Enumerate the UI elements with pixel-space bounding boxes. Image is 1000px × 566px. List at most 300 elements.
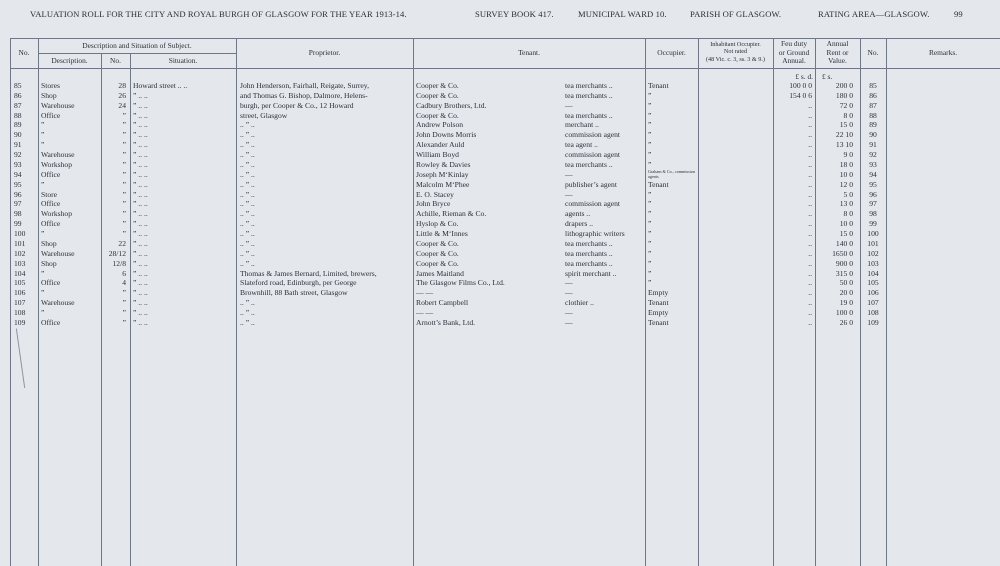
row-prop: .. ” .. — [240, 159, 255, 169]
row-rent: 13 10 — [835, 140, 853, 150]
row-rent: 72 0 — [839, 100, 853, 110]
row-no2: 90 — [869, 130, 877, 140]
row-prop: .. ” .. — [240, 189, 255, 199]
table-row — [0, 219, 1000, 229]
row-no2: 95 — [869, 179, 877, 189]
row-no2: 88 — [869, 110, 877, 120]
row-no: 91 — [14, 140, 22, 150]
row-occ: ” — [648, 159, 652, 169]
row-desc: Office — [41, 278, 61, 288]
col-feu-line-2: or Ground — [778, 47, 810, 57]
row-tenant: Cooper & Co. — [416, 258, 459, 268]
row-tenant: Cooper & Co. — [416, 238, 459, 248]
row-occ: ” — [648, 130, 652, 140]
row-num: ” — [122, 209, 126, 219]
row-sit: ” .. .. — [133, 278, 148, 288]
row-sit: Howard street .. .. — [133, 81, 188, 90]
table-row — [0, 308, 1000, 318]
row-tenant: — — — [416, 288, 434, 298]
row-feu: .. — [808, 169, 812, 179]
col-inhabitant-line-2: Not rated — [723, 48, 748, 56]
row-feu: .. — [808, 238, 812, 248]
row-num: ” — [122, 159, 126, 169]
row-feu: .. — [808, 179, 812, 189]
row-feu: .. — [808, 219, 812, 229]
row-no2: 89 — [869, 120, 877, 130]
row-no2: 107 — [867, 298, 879, 308]
row-rent: 19 0 — [839, 298, 853, 308]
row-no: 105 — [14, 278, 26, 288]
row-sit: ” .. .. — [133, 140, 148, 150]
row-sit: ” .. .. — [133, 248, 148, 258]
row-feu: .. — [808, 130, 812, 140]
row-trade: tea merchants .. — [565, 159, 613, 169]
row-prop: burgh, per Cooper & Co., 12 Howard — [240, 100, 354, 110]
row-prop: street, Glasgow — [240, 110, 288, 120]
row-sit: ” .. .. — [133, 189, 148, 199]
row-num: ” — [122, 150, 126, 160]
col-feu-line-3: Annual. — [782, 56, 806, 66]
feu-money-units: £ s. d. — [795, 72, 813, 81]
row-desc: Shop — [41, 238, 57, 248]
row-prop: Slateford road, Edinburgh, per George — [240, 278, 357, 288]
row-sit: ” .. .. — [133, 130, 148, 140]
row-num: 24 — [118, 100, 126, 110]
row-rent: 10 0 — [839, 219, 853, 229]
row-feu: .. — [808, 140, 812, 150]
row-prop: .. ” .. — [240, 150, 255, 160]
row-sit: ” .. .. — [133, 150, 148, 160]
row-no: 97 — [14, 199, 22, 209]
row-desc: ” — [41, 140, 45, 150]
row-rent: 22 10 — [835, 130, 853, 140]
row-trade: tea merchants .. — [565, 81, 613, 90]
row-rent: 18 0 — [839, 159, 853, 169]
row-no: 103 — [14, 258, 26, 268]
row-rent: 180 0 — [835, 90, 853, 100]
row-desc: Office — [41, 317, 61, 327]
row-desc: Shop — [41, 90, 57, 100]
row-trade: commission agent — [565, 199, 621, 209]
row-no2: 97 — [869, 199, 877, 209]
row-num: 26 — [118, 90, 126, 100]
row-desc: ” — [41, 130, 45, 140]
row-rent: 15 0 — [839, 229, 853, 239]
row-feu: .. — [808, 317, 812, 327]
row-num: 4 — [122, 278, 126, 288]
row-tenant: Arnott’s Bank, Ltd. — [416, 317, 476, 327]
row-tenant: Joseph M‘Kinlay — [416, 169, 469, 179]
row-trade: tea merchants .. — [565, 90, 613, 100]
row-sit: ” .. .. — [133, 308, 148, 317]
row-sit: ” .. .. — [133, 179, 148, 189]
row-rent: 8 0 — [843, 110, 853, 120]
row-prop: .. ” .. — [240, 248, 255, 258]
row-trade: agents .. — [565, 209, 591, 219]
page-header — [0, 9, 1000, 25]
row-no: 107 — [14, 298, 26, 308]
row-num: ” — [122, 169, 126, 179]
row-num: 12/8 — [112, 258, 126, 268]
row-prop: .. ” .. — [240, 130, 255, 140]
row-occ: ” — [648, 278, 652, 288]
table-row — [0, 278, 1000, 288]
row-no2: 108 — [867, 308, 879, 317]
municipal-ward: MUNICIPAL WARD 10. — [578, 9, 667, 19]
row-tenant: — — — [416, 308, 434, 317]
row-num: ” — [122, 120, 126, 130]
row-desc: Shop — [41, 258, 57, 268]
row-rent: 8 0 — [843, 209, 853, 219]
row-trade: tea merchants .. — [565, 238, 613, 248]
row-no: 98 — [14, 209, 22, 219]
row-prop: .. ” .. — [240, 229, 255, 239]
row-occ: Graham & Co., commission agents — [648, 168, 696, 179]
table-row — [0, 111, 1000, 121]
row-desc: Office — [41, 219, 61, 229]
col-no: No. — [18, 48, 30, 57]
row-no2: 105 — [867, 278, 879, 288]
row-num: 28/12 — [108, 248, 126, 258]
row-prop: .. ” .. — [240, 140, 255, 150]
row-tenant: E. O. Stacey — [416, 189, 454, 199]
row-trade: — — [565, 189, 573, 199]
row-num: ” — [122, 189, 126, 199]
table-row — [0, 209, 1000, 219]
row-trade: tea merchants .. — [565, 248, 613, 258]
rule-top — [10, 38, 1000, 39]
table-row — [0, 259, 1000, 269]
roll-title: VALUATION ROLL FOR THE CITY AND ROYAL BURGH OF GLASGOW FOR THE YEAR 1913-14. — [30, 9, 407, 19]
row-no: 106 — [14, 288, 26, 298]
row-rent: 200 0 — [835, 81, 853, 90]
row-no2: 106 — [867, 288, 879, 298]
row-desc: Warehouse — [41, 150, 75, 160]
row-no2: 86 — [869, 90, 877, 100]
col-situation: Situation. — [168, 56, 198, 65]
row-occ: ” — [648, 189, 652, 199]
row-no: 100 — [14, 229, 26, 239]
row-no2: 101 — [867, 238, 879, 248]
row-no2: 94 — [869, 169, 877, 179]
row-no: 101 — [14, 238, 26, 248]
row-num: ” — [122, 130, 126, 140]
row-tenant: Hyslop & Co. — [416, 219, 459, 229]
row-no: 94 — [14, 169, 22, 179]
row-sit: ” .. .. — [133, 298, 148, 308]
row-desc: ” — [41, 308, 45, 317]
row-trade: — — [565, 169, 573, 179]
row-no: 99 — [14, 219, 22, 229]
table-row — [0, 160, 1000, 170]
row-desc: ” — [41, 268, 45, 278]
row-feu: .. — [808, 189, 812, 199]
row-trade: tea agent .. — [565, 140, 598, 150]
row-trade: clothier .. — [565, 298, 594, 308]
row-tenant: Alexander Auld — [416, 140, 465, 150]
row-tenant: Cooper & Co. — [416, 110, 459, 120]
col-feu-duty — [773, 40, 815, 66]
row-trade: drapers .. — [565, 219, 594, 229]
row-tenant: William Boyd — [416, 150, 459, 160]
rule-subject-group — [38, 53, 236, 54]
row-desc: Office — [41, 169, 61, 179]
row-desc: ” — [41, 229, 45, 239]
row-tenant: James Maitland — [416, 268, 464, 278]
row-tenant: Cooper & Co. — [416, 81, 459, 90]
row-rent: 9 0 — [843, 150, 853, 160]
row-trade: tea merchants .. — [565, 258, 613, 268]
row-no2: 99 — [869, 219, 877, 229]
rent-money-units: £ s. — [822, 72, 833, 81]
table-row — [0, 318, 1000, 328]
row-num: 22 — [118, 238, 126, 248]
row-feu: .. — [808, 268, 812, 278]
row-trade: — — [565, 308, 573, 317]
col-rent-line-2: Rent or — [826, 47, 849, 57]
row-trade: commission agent — [565, 130, 621, 140]
row-no: 87 — [14, 100, 22, 110]
row-sit: ” .. .. — [133, 169, 148, 179]
row-feu: .. — [808, 229, 812, 239]
col-inhabitant-line-1: Inhabitant Occupier. — [710, 41, 761, 48]
row-desc: Store — [41, 189, 58, 199]
row-prop: .. ” .. — [240, 219, 255, 229]
row-trade: merchant .. — [565, 120, 599, 130]
row-occ: ” — [648, 258, 652, 268]
row-no: 109 — [14, 317, 26, 327]
row-prop: .. ” .. — [240, 179, 255, 189]
row-sit: ” .. .. — [133, 238, 148, 248]
row-prop: .. ” .. — [240, 317, 255, 327]
row-rent: 900 0 — [835, 258, 853, 268]
row-rent: 100 0 — [835, 308, 853, 317]
row-num: ” — [122, 199, 126, 209]
row-prop: Brownhill, 88 Bath street, Glasgow — [240, 288, 348, 298]
row-sit: ” .. .. — [133, 317, 148, 327]
row-no: 96 — [14, 189, 22, 199]
row-prop: .. ” .. — [240, 308, 255, 317]
page-number: 99 — [954, 9, 963, 19]
row-no: 93 — [14, 159, 22, 169]
row-desc: Warehouse — [41, 248, 75, 258]
row-desc: Office — [41, 199, 61, 209]
row-num: ” — [122, 229, 126, 239]
row-prop: John Henderson, Fairhall, Reigate, Surrey, — [240, 81, 369, 90]
col-inhabitant — [698, 41, 773, 63]
table-row — [0, 130, 1000, 140]
row-feu: .. — [808, 199, 812, 209]
table-row — [0, 298, 1000, 308]
col-remarks: Remarks. — [928, 48, 958, 57]
row-occ: ” — [648, 268, 652, 278]
row-occ: ” — [648, 229, 652, 239]
row-rent: 1650 0 — [832, 248, 853, 258]
row-no2: 102 — [867, 248, 879, 258]
table-row — [0, 170, 1000, 180]
table-row — [0, 120, 1000, 130]
row-no: 92 — [14, 150, 22, 160]
row-desc: Warehouse — [41, 298, 75, 308]
row-desc: ” — [41, 179, 45, 189]
row-occ: Tenant — [648, 179, 669, 189]
table-row — [0, 239, 1000, 249]
col-rent-line-3: Value. — [828, 56, 847, 66]
row-feu: .. — [808, 308, 812, 317]
row-occ: Empty — [648, 288, 669, 298]
row-sit: ” .. .. — [133, 229, 148, 239]
col-occupier: Occupier. — [657, 48, 686, 57]
row-num: ” — [122, 288, 126, 298]
row-occ: ” — [648, 110, 652, 120]
row-desc: ” — [41, 120, 45, 130]
row-rent: 140 0 — [835, 238, 853, 248]
row-occ: Tenant — [648, 317, 669, 327]
row-rent: 12 0 — [839, 179, 853, 189]
row-tenant: Rowley & Davies — [416, 159, 471, 169]
row-feu: 154 0 6 — [789, 90, 812, 100]
row-trade: commission agent — [565, 150, 621, 160]
row-prop: .. ” .. — [240, 199, 255, 209]
row-occ: ” — [648, 238, 652, 248]
row-rent: 10 0 — [839, 169, 853, 179]
row-sit: ” .. .. — [133, 219, 148, 229]
row-feu: .. — [808, 288, 812, 298]
row-occ: ” — [648, 140, 652, 150]
table-row — [0, 91, 1000, 101]
row-occ: ” — [648, 100, 652, 110]
parish: PARISH OF GLASGOW. — [690, 9, 782, 19]
row-no2: 91 — [869, 140, 877, 150]
row-feu: .. — [808, 278, 812, 288]
row-occ: ” — [648, 90, 652, 100]
row-tenant: John Bryce — [416, 199, 451, 209]
row-no2: 92 — [869, 150, 877, 160]
row-sit: ” .. .. — [133, 199, 148, 209]
row-no: 86 — [14, 90, 22, 100]
col-proprietor: Proprietor. — [308, 48, 341, 57]
col-tenant: Tenant. — [518, 48, 540, 57]
row-trade: — — [565, 317, 573, 327]
row-num: 6 — [122, 268, 126, 278]
row-num: ” — [122, 179, 126, 189]
row-occ: ” — [648, 120, 652, 130]
row-occ: ” — [648, 199, 652, 209]
row-no2: 100 — [867, 229, 879, 239]
row-desc: Workshop — [41, 209, 73, 219]
row-occ: ” — [648, 248, 652, 258]
row-desc: ” — [41, 288, 45, 298]
row-prop: and Thomas G. Bishop, Dalmore, Helens- — [240, 90, 368, 100]
row-no2: 87 — [869, 100, 877, 110]
row-sit: ” .. .. — [133, 258, 148, 268]
row-no2: 103 — [867, 258, 879, 268]
row-sit: ” .. .. — [133, 110, 148, 120]
row-no: 95 — [14, 179, 22, 189]
col-inhabitant-line-3: (48 Vic. c. 3, ss. 3 & 9.) — [706, 55, 765, 63]
row-tenant: Cooper & Co. — [416, 90, 459, 100]
row-tenant: Cooper & Co. — [416, 248, 459, 258]
row-desc: Workshop — [41, 159, 73, 169]
col-annual-rent — [815, 40, 860, 66]
col-rent-line-1: Annual — [826, 39, 849, 48]
row-trade: tea merchants .. — [565, 110, 613, 120]
row-no: 102 — [14, 248, 26, 258]
row-feu: .. — [808, 150, 812, 160]
row-no: 108 — [14, 308, 26, 317]
col-number: No. — [110, 56, 121, 65]
row-sit: ” .. .. — [133, 209, 148, 219]
table-row — [0, 288, 1000, 298]
rule-header-bottom — [10, 68, 1000, 69]
row-num: 28 — [118, 81, 126, 90]
row-trade: publisher’s agent — [565, 179, 617, 189]
table-row — [0, 150, 1000, 160]
row-occ: Empty — [648, 308, 669, 317]
row-trade: — — [565, 278, 573, 288]
row-tenant: Little & M‘Innes — [416, 229, 468, 239]
row-tenant: Achille, Rieman & Co. — [416, 209, 487, 219]
row-rent: 26 0 — [839, 317, 853, 327]
row-trade: — — [565, 100, 573, 110]
row-feu: .. — [808, 298, 812, 308]
row-occ: ” — [648, 150, 652, 160]
row-rent: 15 0 — [839, 120, 853, 130]
row-prop: .. ” .. — [240, 120, 255, 130]
row-no: 90 — [14, 130, 22, 140]
row-tenant: The Glasgow Films Co., Ltd. — [416, 278, 505, 288]
row-trade: lithographic writers — [565, 229, 625, 239]
row-num: ” — [122, 298, 126, 308]
row-tenant: Malcolm M‘Phee — [416, 179, 470, 189]
table-row — [0, 180, 1000, 190]
row-sit: ” .. .. — [133, 268, 148, 278]
row-no2: 98 — [869, 209, 877, 219]
row-feu: .. — [808, 120, 812, 130]
row-tenant: John Downs Morris — [416, 130, 477, 140]
row-prop: Thomas & James Bernard, Limited, brewers, — [240, 268, 377, 278]
row-no2: 96 — [869, 189, 877, 199]
row-sit: ” .. .. — [133, 288, 148, 298]
table-row — [0, 249, 1000, 259]
row-no: 85 — [14, 81, 22, 90]
col-feu-line-1: Feu duty — [780, 39, 808, 48]
row-no2: 85 — [869, 81, 877, 90]
row-no2: 109 — [867, 317, 879, 327]
row-feu: .. — [808, 209, 812, 219]
row-rent: 50 0 — [839, 278, 853, 288]
rating-area: RATING AREA—GLASGOW. — [818, 9, 930, 19]
col-description: Description. — [51, 56, 88, 65]
row-rent: 315 0 — [835, 268, 853, 278]
row-desc: Stores — [41, 81, 60, 90]
row-desc: Warehouse — [41, 100, 75, 110]
table-row — [0, 101, 1000, 111]
row-tenant: Robert Campbell — [416, 298, 469, 308]
row-prop: .. ” .. — [240, 258, 255, 268]
row-sit: ” .. .. — [133, 100, 148, 110]
margin-pencil-mark — [16, 328, 29, 388]
table-row — [0, 140, 1000, 150]
row-prop: .. ” .. — [240, 298, 255, 308]
row-num: ” — [122, 317, 126, 327]
row-trade: spirit merchant .. — [565, 268, 617, 278]
row-prop: .. ” .. — [240, 238, 255, 248]
row-num: ” — [122, 308, 126, 317]
row-rent: 20 0 — [839, 288, 853, 298]
row-sit: ” .. .. — [133, 159, 148, 169]
row-prop: .. ” .. — [240, 169, 255, 179]
